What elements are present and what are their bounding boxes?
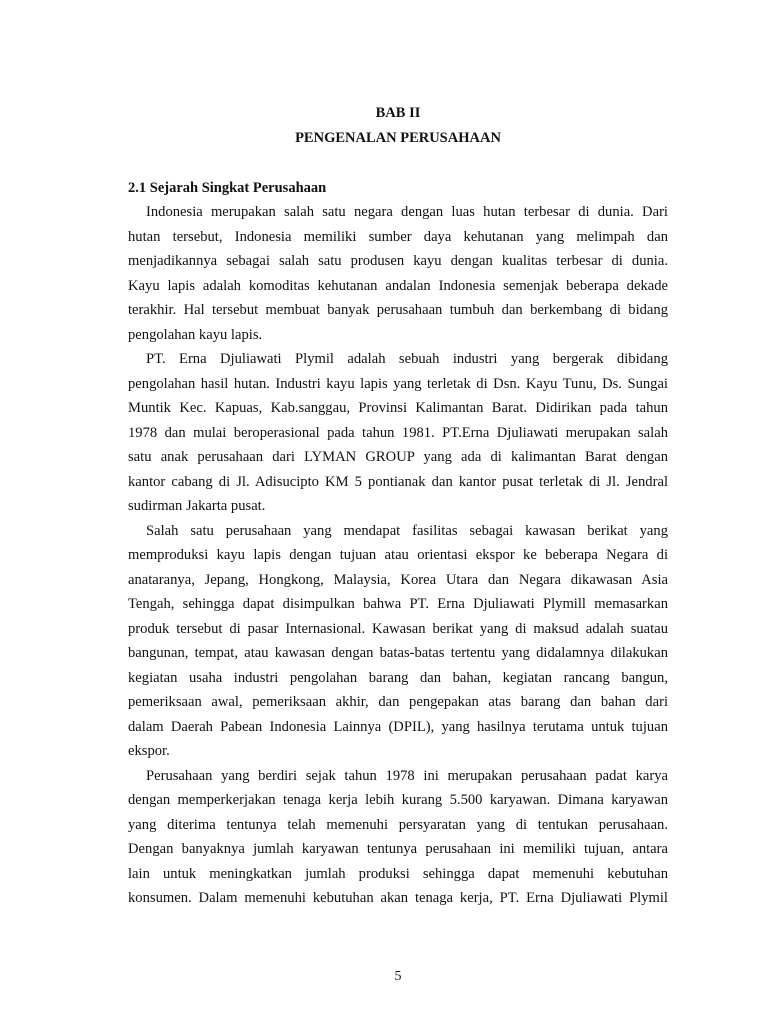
body-text bbox=[128, 203, 668, 914]
text-line: Salah satu perusahaan yang mendapat fasilitas sebagai kawasan berikat yang bbox=[146, 522, 668, 539]
page-number: 5 bbox=[394, 969, 402, 984]
text-line: ekspor. bbox=[128, 743, 170, 759]
text-line: Indonesia merupakan salah satu negara dengan luas hutan terbesar di dunia. Dari bbox=[146, 204, 668, 220]
text-line: menjadikannya sebagai salah satu produsen kayu dengan kualitas terbesar di dunia. bbox=[128, 253, 668, 269]
text-line: dengan memperkerjakan tenaga kerja lebih kurang 5.500 karyawan. Dimana karyawan bbox=[128, 792, 668, 808]
text-line: terakhir. Hal tersebut membuat banyak perusahaan tumbuh dan berkembang di bidang bbox=[128, 302, 668, 318]
text-line: Muntik Kec. Kapuas, Kab.sanggau, Provinsi Kalimantan Barat. Didirikan pada tahun bbox=[128, 400, 668, 416]
text-line: dalam Daerah Pabean Indonesia Lainnya (DPIL), yang hasilnya terutama untuk tujuan bbox=[128, 718, 668, 735]
text-line: hutan tersebut, Indonesia memiliki sumber daya kehutanan yang melimpah dan bbox=[128, 228, 668, 245]
text-line: lain untuk meningkatkan jumlah produksi sehingga dapat memenuhi kebutuhan bbox=[128, 865, 668, 882]
text-line: bangunan, tempat, atau kawasan dengan batas-batas tertentu yang didalamnya dilakukan bbox=[128, 645, 668, 661]
text-line: satu anak perusahaan dari LYMAN GROUP yang ada di kalimantan Barat dengan bbox=[128, 449, 668, 465]
text-line: pengolahan kayu lapis. bbox=[128, 326, 263, 343]
section-title: 2.1 Sejarah Singkat Perusahaan bbox=[128, 180, 327, 196]
text-line: kantor cabang di Jl. Adisucipto KM 5 pontianak dan kantor pusat terletak di Jl. Jendral bbox=[128, 473, 668, 490]
text-line: Tengah, sehingga dapat disimpulkan bahwa PT. Erna Djuliawati Plymill memasarkan bbox=[128, 596, 668, 612]
text-line: konsumen. Dalam memenuhi kebutuhan akan tenaga kerja, PT. Erna Djuliawati Plymil bbox=[128, 890, 668, 906]
chapter-title: PENGENALAN PERUSAHAAN bbox=[295, 130, 501, 146]
text-line: Dengan banyaknya jumlah karyawan tentunya perusahaan ini memiliki tujuan, antara bbox=[128, 841, 668, 857]
text-line: PT. Erna Djuliawati Plymil adalah sebuah industri yang bergerak dibidang bbox=[146, 351, 668, 367]
text-line: 1978 dan mulai beroperasional pada tahun 1981. PT.Erna Djuliawati merupakan salah bbox=[128, 424, 668, 441]
text-line: Kayu lapis adalah komoditas kehutanan andalan Indonesia semenjak beberapa dekade bbox=[128, 277, 668, 294]
text-line: memproduksi kayu lapis dengan tujuan atau orientasi ekspor ke beberapa Negara di bbox=[128, 547, 668, 563]
text-line: anataranya, Jepang, Hongkong, Malaysia, Korea Utara dan Negara dikawasan Asia bbox=[128, 571, 668, 588]
text-line: pengolahan hasil hutan. Industri kayu lapis yang terletak di Dsn. Kayu Tunu, Ds. Sungai bbox=[128, 375, 668, 392]
chapter-heading: BAB II bbox=[375, 105, 421, 121]
text-line: produk tersebut di pasar Internasional. Kawasan berikat yang di maksud adalah suatau bbox=[128, 620, 668, 637]
text-line: Perusahaan yang berdiri sejak tahun 1978 ini merupakan perusahaan padat karya bbox=[146, 767, 668, 784]
text-line: sudirman Jakarta pusat. bbox=[128, 498, 266, 514]
text-line: kegiatan usaha industri pengolahan barang dan bahan, kegiatan rancang bangun, bbox=[128, 669, 668, 686]
text-line: yang diterima tentunya telah memenuhi persyaratan yang di tentukan perusahaan. bbox=[128, 816, 668, 833]
text-line: pemeriksaan awal, pemeriksaan akhir, dan pengepakan atas barang dan bahan dari bbox=[128, 694, 668, 710]
